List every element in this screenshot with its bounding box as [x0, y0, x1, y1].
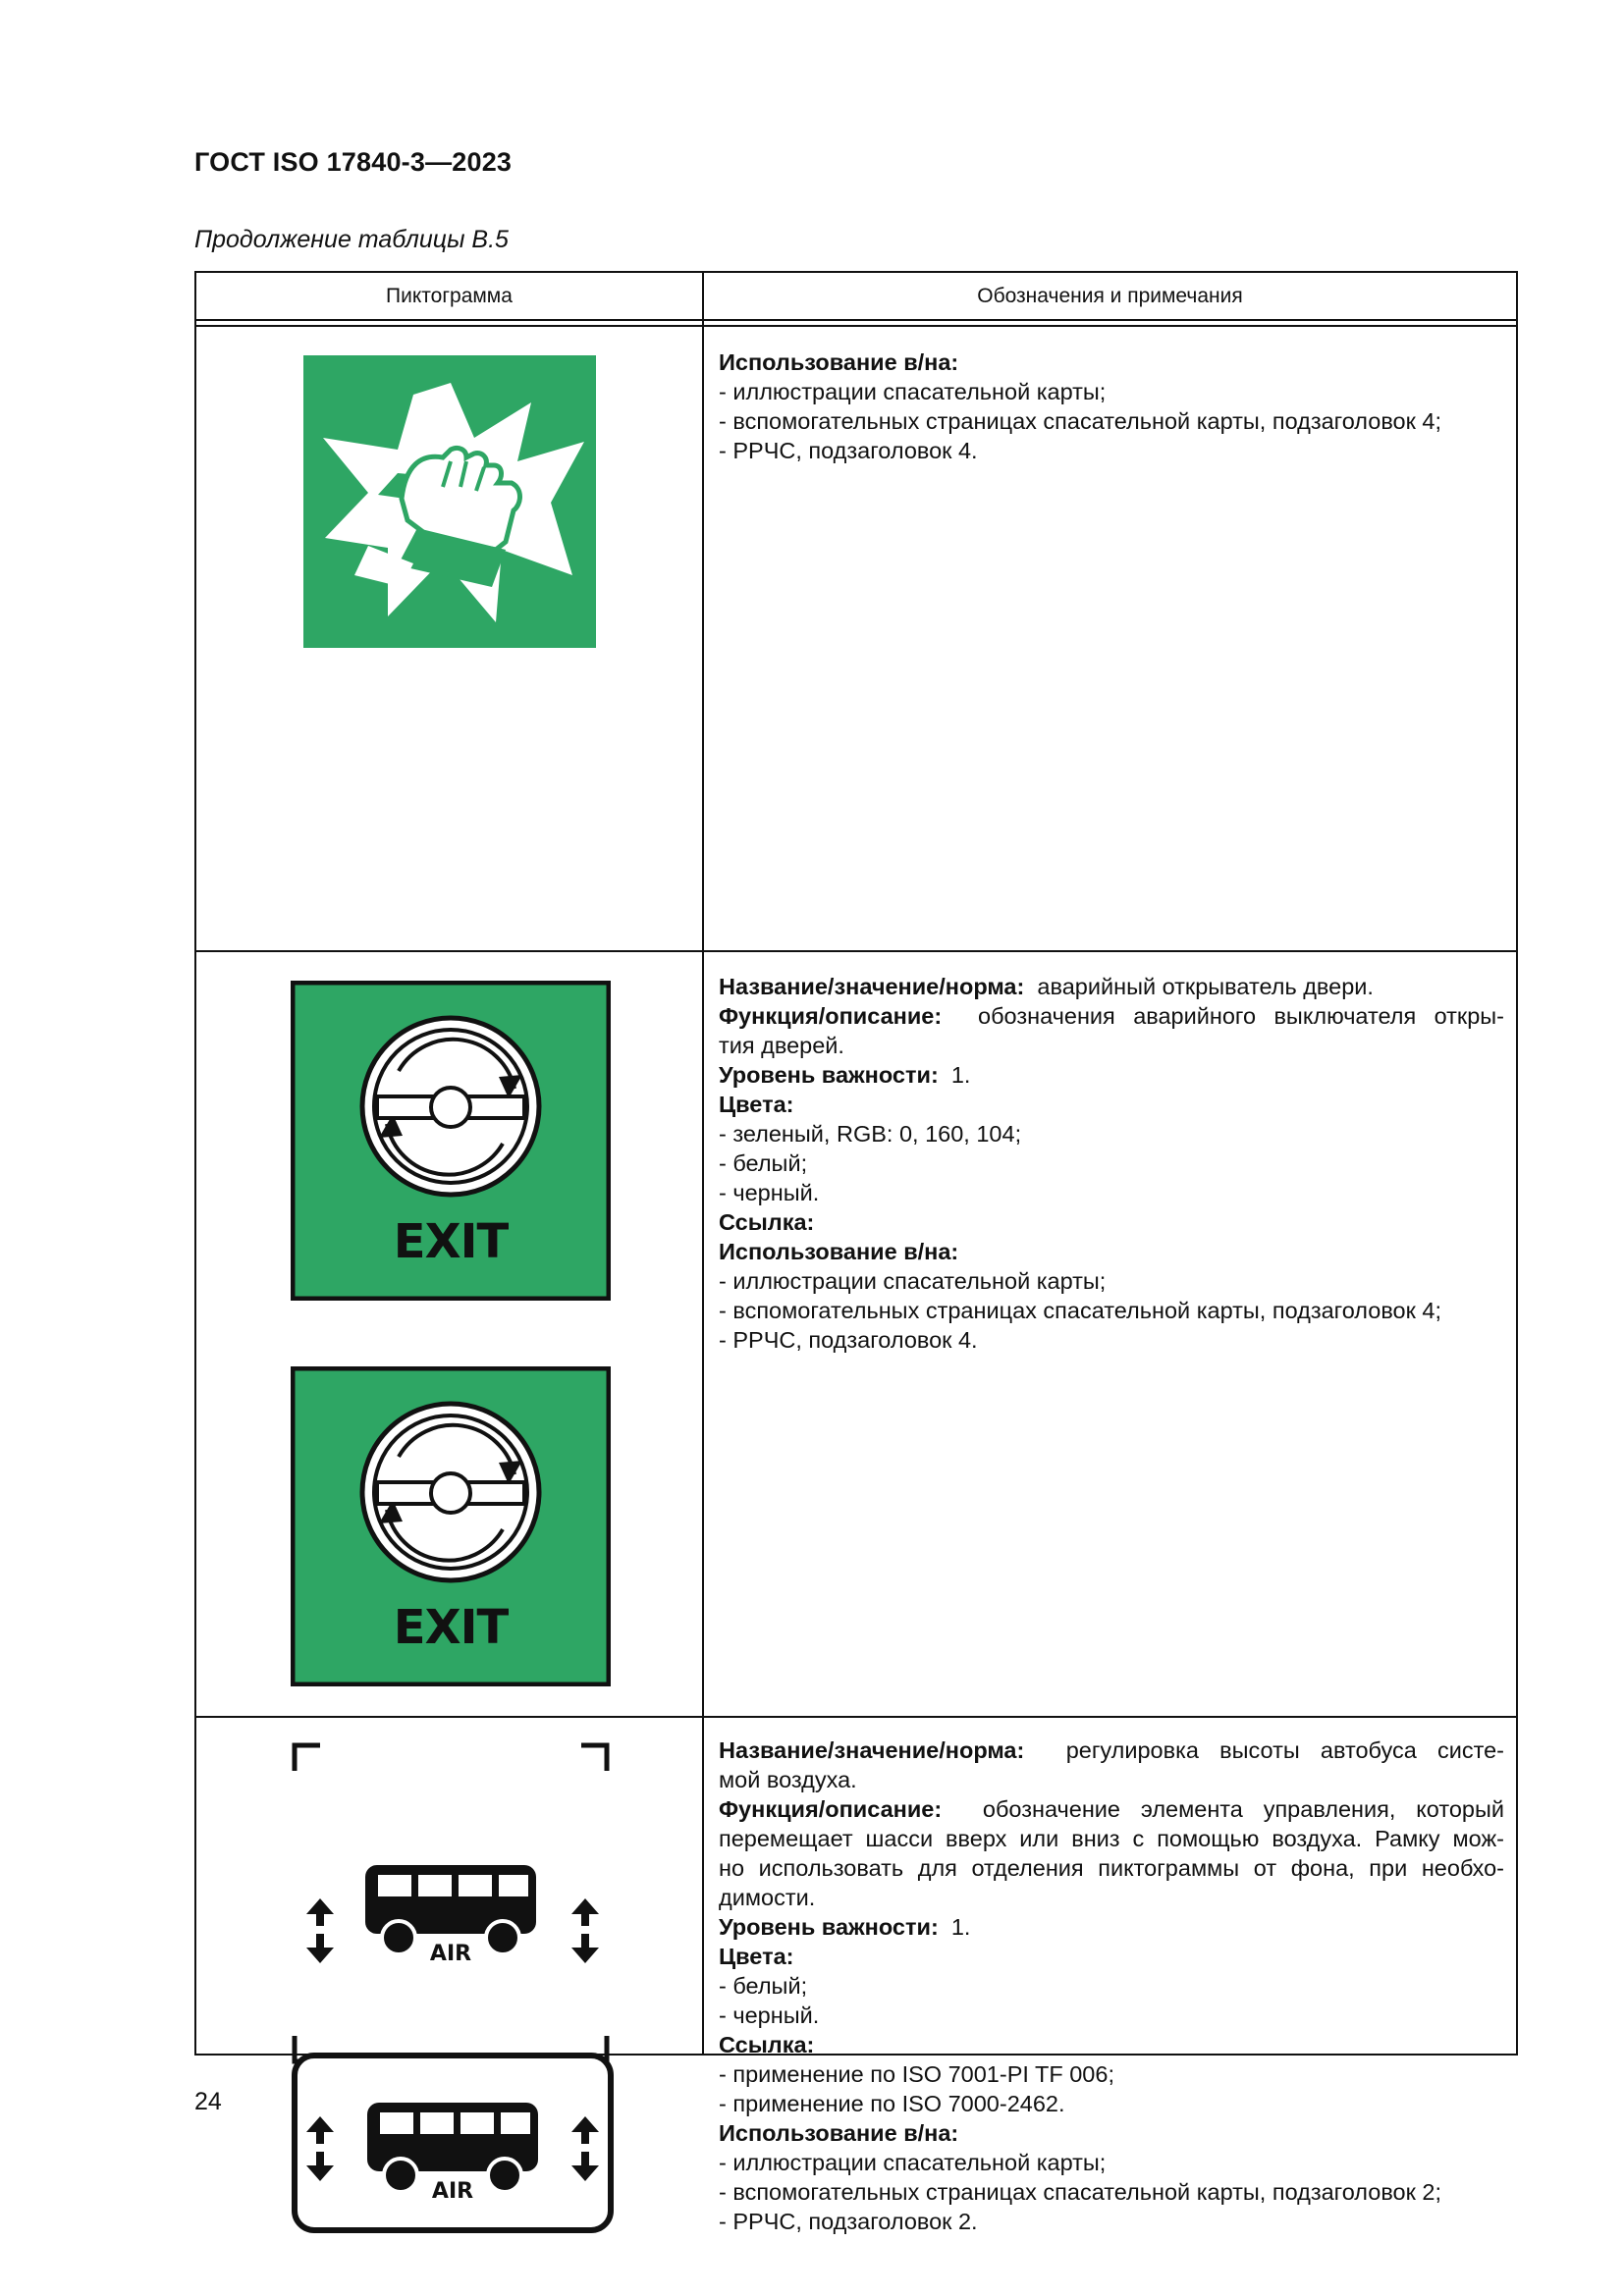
header-divider-line-double [196, 325, 1516, 327]
function-label: Функция/описание: [719, 1003, 943, 1029]
usage-item: - РРЧС, подзаголовок 4. [719, 438, 978, 463]
spec-table [194, 271, 1518, 2234]
colors-label: Цвета: [719, 1092, 794, 1117]
function-value-cont: тия дверей. [719, 1033, 844, 1058]
row2-pictogram-cell [196, 952, 702, 1716]
bus-air-height-icon [291, 1741, 611, 2065]
bus-air-height-sign-bordered [291, 2052, 615, 2239]
row1-notes-cell [719, 347, 1504, 465]
name-value: регулировка высоты автобуса систе- [1065, 1737, 1504, 1763]
usage-item: - иллюстрации спасательной карты; [719, 379, 1107, 404]
usage-label: Использование в/на: [719, 2120, 959, 2146]
usage-item: - иллюстрации спасательной карты; [719, 2150, 1107, 2175]
name-value-cont: мой воздуха. [719, 1767, 857, 1792]
function-value-cont: но использовать для отделения пиктограммы от фона, при необхо- [719, 1855, 1504, 1881]
usage-item: - вспомогательных страницах спасательной карты, подзаголовок 4; [719, 1298, 1442, 1323]
level-value: 1. [950, 1914, 971, 1940]
color-item: - белый; [719, 1973, 808, 1999]
color-item: - зеленый, RGB: 0, 160, 104; [719, 1121, 1022, 1147]
column-divider [702, 273, 704, 2054]
color-item: - черный. [719, 2002, 820, 2028]
level-label: Уровень важности: [719, 1914, 939, 1940]
page-number: 24 [194, 2088, 222, 2115]
color-item: - черный. [719, 1180, 820, 1205]
name-label: Название/значение/норма: [719, 974, 1025, 999]
column-header-pictogram: Пиктограмма [386, 285, 513, 307]
name-value: аварийный открыватель двери. [1037, 974, 1374, 999]
emergency-door-opener-sign-b [291, 1366, 611, 1691]
reference-item: - применение по ISO 7000-2462. [719, 2091, 1065, 2116]
break-glass-icon [303, 355, 596, 648]
air-label: AIR [431, 2179, 474, 2204]
function-value: обозначения аварийного выключателя откры- [978, 1003, 1504, 1029]
row3-notes-cell [719, 1735, 1504, 2236]
usage-item: - РРЧС, подзаголовок 2. [719, 2209, 978, 2234]
function-value-cont: димости. [719, 1885, 816, 1910]
color-item: - белый; [719, 1150, 808, 1176]
reference-item: - применение по ISO 7001-PI TF 006; [719, 2061, 1114, 2087]
row2-notes-cell [719, 972, 1504, 1355]
colors-label: Цвета: [719, 1944, 794, 1969]
function-value: обозначение элемента управления, который [982, 1796, 1505, 1822]
table-caption: Продолжение таблицы В.5 [194, 226, 509, 253]
exit-label: EXIT [393, 1600, 509, 1655]
document-header: ГОСТ ISO 17840-3—2023 [194, 147, 513, 177]
break-glass-sign [303, 355, 596, 653]
bus-air-height-icon [291, 2052, 615, 2234]
usage-label: Использование в/на: [719, 1239, 959, 1264]
usage-item: - вспомогательных страницах спасательной карты, подзаголовок 2; [719, 2179, 1442, 2205]
header-divider-line [196, 319, 1516, 321]
level-label: Уровень важности: [719, 1062, 939, 1088]
column-header-notes: Обозначения и примечания [977, 285, 1243, 307]
function-value-cont: перемещает шасси вверх или вниз с помощью воздуха. Рамку мож- [719, 1826, 1504, 1851]
air-label: AIR [429, 1942, 472, 1966]
level-value: 1. [950, 1062, 971, 1088]
exit-label: EXIT [393, 1214, 509, 1269]
usage-label: Использование в/на: [719, 349, 959, 375]
name-label: Название/значение/норма: [719, 1737, 1025, 1763]
bus-air-height-sign-framed [291, 1741, 611, 2070]
function-label: Функция/описание: [719, 1796, 943, 1822]
usage-item: - РРЧС, подзаголовок 4. [719, 1327, 978, 1353]
row1-pictogram-cell [196, 328, 702, 950]
usage-item: - иллюстрации спасательной карты; [719, 1268, 1107, 1294]
reference-label: Ссылка: [719, 1209, 815, 1235]
reference-label: Ссылка: [719, 2032, 815, 2057]
emergency-door-opener-sign-a [291, 981, 611, 1306]
usage-item: - вспомогательных страницах спасательной карты, подзаголовок 4; [719, 408, 1442, 434]
